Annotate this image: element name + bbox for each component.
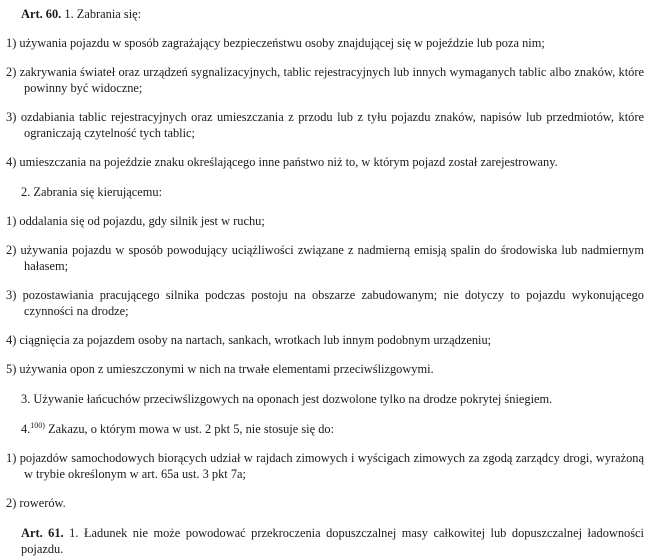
- art60-ust1-item-4: 4) umieszczania na pojeździe znaku określającego inne państwo niż to, w którym pojazd został zarejestrowany.: [6, 155, 558, 169]
- art60-ust1-item-2: 2) zakrywania świateł oraz urządzeń sygnalizacyjnych, tablic rejestracyjnych lub innych wymaganych tablic albo znaków, które powinny być widoczne;: [6, 65, 644, 95]
- art60-ust2-item-2: 2) używania pojazdu w sposób powodujący uciążliwości związane z nadmierną emisją spalin do środowiska lub nadmiernym hałasem;: [6, 243, 644, 273]
- art60-heading: [6, 6, 644, 22]
- art60-ust4-item-1: 1) pojazdów samochodowych biorących udział w rajdach zimowych i wyścigach zimowych za zgodą zarządcy drogi, wyrażoną w trybie określonym w art. 65a ust. 3 pkt 7a;: [6, 451, 644, 481]
- art60-label: Art. 60.: [21, 7, 62, 21]
- art60-ust2-item-1: 1) oddalania się od pojazdu, gdy silnik jest w ruchu;: [6, 214, 265, 228]
- art61-paragraph: [6, 525, 644, 557]
- art60-ust2-item-3: 3) pozostawiania pracującego silnika podczas postoju na obszarze zabudowanym; nie dotyczy to pojazdu wykonującego czynności na drodze;: [6, 288, 644, 318]
- art60-ust1-item-3: 3) ozdabiania tablic rejestracyjnych oraz umieszczania z przodu lub z tyłu pojazdu znaków, napisów lub przedmiotów, które ograniczają czytelność tych tablic;: [6, 110, 644, 140]
- art60-ust2-intro: 2. Zabrania się kierującemu:: [21, 185, 163, 199]
- art60-ust4-intro: Zakazu, o którym mowa w ust. 2 pkt 5, nie stosuje się do:: [44, 422, 335, 436]
- art60-ust3: 3. Używanie łańcuchów przeciwślizgowych na oponach jest dozwolone tylko na drodze pokrytej śniegiem.: [21, 392, 553, 406]
- art60-ust4-number: 4.: [21, 422, 31, 436]
- art61-label: Art. 61.: [21, 526, 64, 540]
- art60-ust1-intro: 1. Zabrania się:: [64, 7, 142, 21]
- art60-ust2-item-5: 5) używania opon z umieszczonymi w nich na trwałe elementami przeciwślizgowymi.: [6, 362, 434, 376]
- art60-ust4-item-2: 2) rowerów.: [6, 496, 66, 510]
- art60-ust1-item-1: 1) używania pojazdu w sposób zagrażający bezpieczeństwu osoby znajdującej się w pojeździe lub poza nim;: [6, 36, 545, 50]
- footnote-ref: 100): [30, 420, 45, 430]
- art60-ust2-item-4: 4) ciągnięcia za pojazdem osoby na nartach, sankach, wrotkach lub innym podobnym urządzeniu;: [6, 333, 492, 347]
- art61-ust1: 1. Ładunek nie może powodować przekroczenia dopuszczalnej masy całkowitej lub dopuszczalnej ładowności pojazdu.: [21, 526, 644, 556]
- art60-ust4-intro-line: [6, 421, 644, 437]
